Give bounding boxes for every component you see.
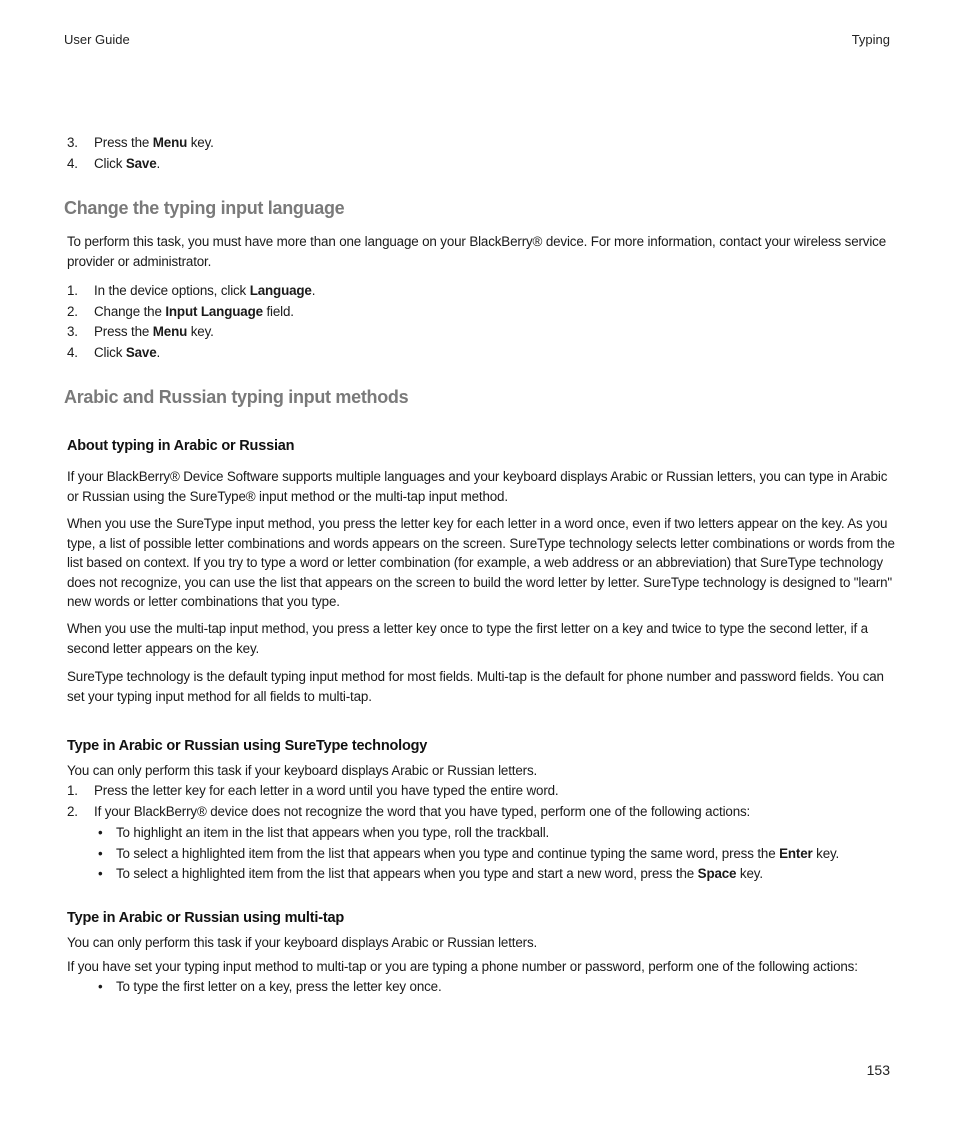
paragraph: When you use the multi-tap input method, you press a letter key once to type the first letter on a key and twice to type the second letter, if a second letter appears on the key.: [67, 621, 868, 656]
subsection-heading: About typing in Arabic or Russian: [67, 438, 295, 454]
paragraph: To perform this task, you must have more than one language on your BlackBerry® device. For more information, contact your wireless service provider or administrator.: [67, 234, 887, 269]
subsection-heading: Type in Arabic or Russian using SureType technology: [67, 738, 428, 754]
list-item: • To type the first letter on a key, press the letter key once.: [98, 979, 442, 994]
paragraph: If you have set your typing input method to multi-tap or you are typing a phone number or password, perform one of the following actions:: [67, 959, 858, 974]
paragraph: If your BlackBerry® Device Software supports multiple languages and your keyboard displays Arabic or Russian letters, you can type in Arabic or Russian using the SureType® input method or the multi-tap input method.: [67, 469, 888, 504]
paragraph: When you use the SureType input method, you press the letter key for each letter in a word once, even if two letters appear on the key. As you type, a list of possible letter combinations and words appears on the screen. SureType technology selects letter combinations or words from the list based on context. If you try to type a word or letter combination (for example, a web address or an abbreviation) that SureType technology does not recognize, you can use the list that appears on the screen to build the word letter by letter. SureType technology is designed to "learn" new words or letter combinations that you type.: [67, 516, 895, 609]
page-number: 153: [866, 1062, 890, 1078]
list-item: 4. Click Save.: [67, 344, 161, 360]
list-item: 2. Change the Input Language field.: [67, 303, 294, 319]
list-item: • To highlight an item in the list that appears when you type, roll the trackball.: [98, 825, 550, 840]
list-item: • To select a highlighted item from the list that appears when you type and start a new word, press the Space key.: [98, 866, 763, 881]
list-item: 3. Press the Menu key.: [67, 135, 214, 150]
list-item: 3. Press the Menu key.: [67, 324, 214, 339]
list-item: 1. In the device options, click Language.: [67, 283, 316, 298]
paragraph: You can only perform this task if your keyboard displays Arabic or Russian letters.: [67, 763, 538, 778]
list-item: • To select a highlighted item from the list that appears when you type and continue typing the same word, press the Enter key.: [98, 845, 840, 861]
header-left: User Guide: [64, 32, 130, 47]
list-item: 2. If your BlackBerry® device does not recognize the word that you have typed, perform one of the following actions:: [67, 803, 751, 819]
steps-list: [67, 281, 897, 363]
header-right: Typing: [851, 32, 890, 47]
intro-steps: [67, 133, 897, 174]
list-item: 1. Press the letter key for each letter in a word until you have typed the entire word.: [67, 783, 559, 798]
section-heading: Change the typing input language: [64, 198, 345, 218]
subsection-heading: Type in Arabic or Russian using multi-tap: [67, 910, 344, 926]
paragraph: SureType technology is the default typing input method for most fields. Multi-tap is the default for phone number and password fields. You can set your typing input method for all fields to multi-tap.: [67, 669, 884, 704]
bullet-list: [67, 823, 907, 885]
steps-list: [67, 781, 897, 822]
section-heading: Arabic and Russian typing input methods: [64, 387, 409, 407]
paragraph: You can only perform this task if your keyboard displays Arabic or Russian letters.: [67, 935, 538, 950]
list-item: 4. Click Save.: [67, 155, 161, 171]
bullet-list: [67, 977, 907, 998]
